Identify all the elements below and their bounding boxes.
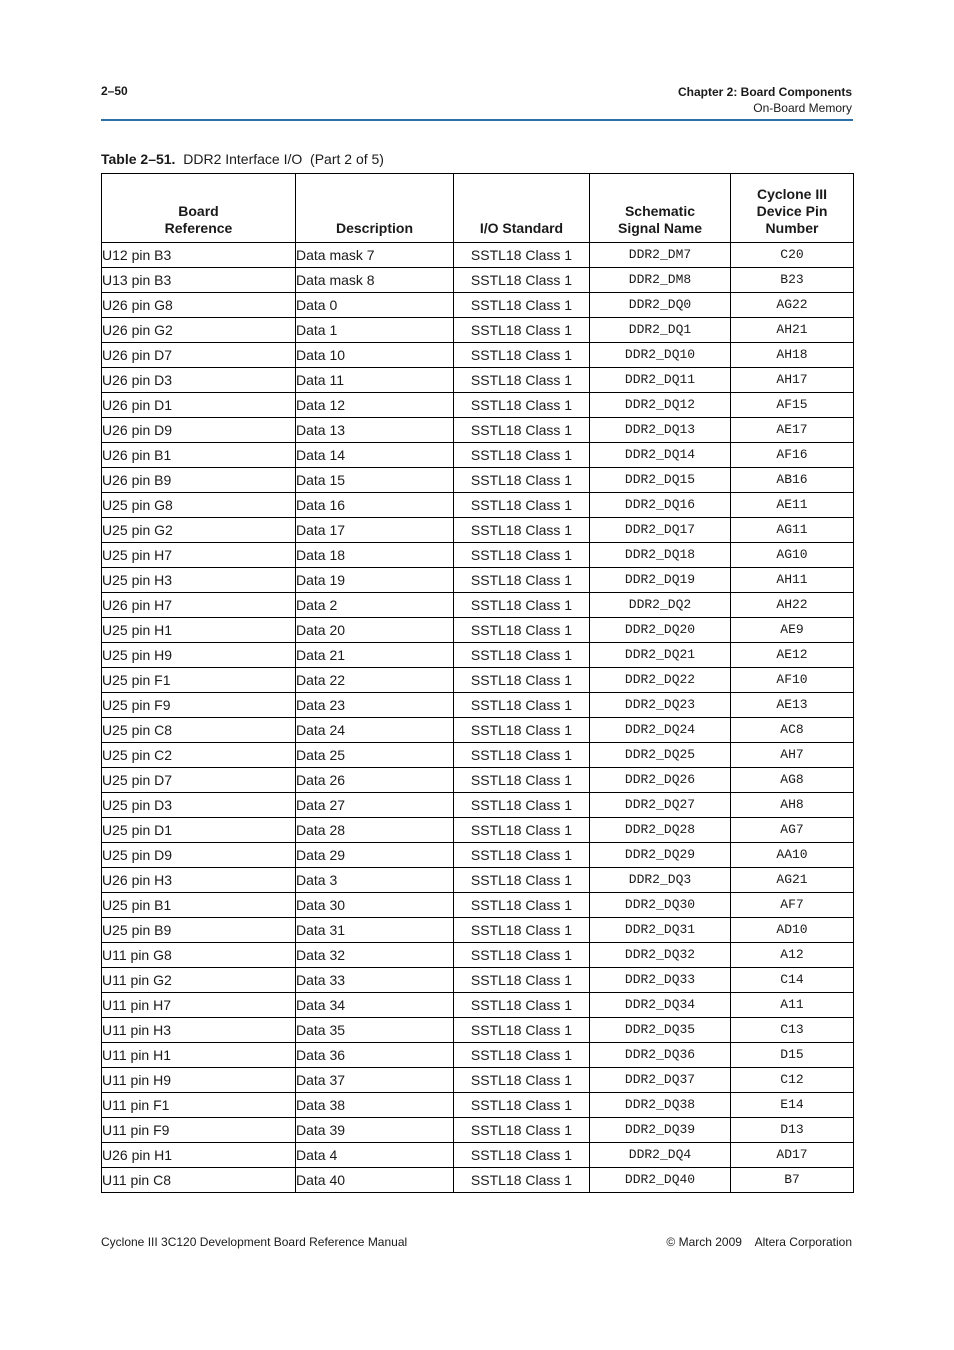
cell-signal-name: DDR2_DQ23 [590,693,731,718]
cell-board-reference: U13 pin B3 [102,268,296,293]
table-row [102,843,854,868]
cell-signal-name: DDR2_DQ33 [590,968,731,993]
cell-board-reference: U25 pin D9 [102,843,296,868]
cell-signal-name: DDR2_DQ38 [590,1093,731,1118]
cell-description: Data 20 [296,618,454,643]
cell-signal-name: DDR2_DQ35 [590,1018,731,1043]
cell-board-reference: U12 pin B3 [102,243,296,268]
cell-signal-name: DDR2_DQ21 [590,643,731,668]
cell-io-standard: SSTL18 Class 1 [454,943,590,968]
cell-device-pin: AG11 [731,518,854,543]
cell-description: Data 1 [296,318,454,343]
cell-io-standard: SSTL18 Class 1 [454,618,590,643]
table-row [102,418,854,443]
cell-description: Data 13 [296,418,454,443]
cell-io-standard: SSTL18 Class 1 [454,343,590,368]
cell-signal-name: DDR2_DQ14 [590,443,731,468]
cell-device-pin: B23 [731,268,854,293]
cell-signal-name: DDR2_DQ19 [590,568,731,593]
cell-signal-name: DDR2_DQ29 [590,843,731,868]
cell-description: Data mask 8 [296,268,454,293]
cell-signal-name: DDR2_DQ15 [590,468,731,493]
cell-device-pin: AH18 [731,343,854,368]
cell-board-reference: U25 pin H9 [102,643,296,668]
cell-board-reference: U25 pin C8 [102,718,296,743]
cell-description: Data 15 [296,468,454,493]
table-row [102,493,854,518]
cell-device-pin: AH11 [731,568,854,593]
cell-description: Data 2 [296,593,454,618]
cell-signal-name: DDR2_DM8 [590,268,731,293]
cell-signal-name: DDR2_DQ28 [590,818,731,843]
cell-io-standard: SSTL18 Class 1 [454,818,590,843]
cell-device-pin: AG21 [731,868,854,893]
cell-description: Data 11 [296,368,454,393]
table-row [102,268,854,293]
table-row [102,643,854,668]
table-row [102,618,854,643]
cell-board-reference: U25 pin D3 [102,793,296,818]
chapter-title: Chapter 2: Board Components [677,85,852,99]
cell-board-reference: U25 pin F1 [102,668,296,693]
cell-io-standard: SSTL18 Class 1 [454,1143,590,1168]
cell-io-standard: SSTL18 Class 1 [454,968,590,993]
cell-io-standard: SSTL18 Class 1 [454,593,590,618]
cell-io-standard: SSTL18 Class 1 [454,443,590,468]
cell-device-pin: AD10 [731,918,854,943]
cell-board-reference: U25 pin C2 [102,743,296,768]
cell-description: Data 39 [296,1118,454,1143]
page-number: 2–50 [101,84,128,98]
table-row [102,918,854,943]
table-row [102,668,854,693]
cell-device-pin: AH21 [731,318,854,343]
table-row [102,793,854,818]
cell-device-pin: AG7 [731,818,854,843]
cell-board-reference: U11 pin H1 [102,1043,296,1068]
table-row [102,368,854,393]
table-caption-title: DDR2 Interface I/O (Part 2 of 5) [183,151,384,167]
cell-io-standard: SSTL18 Class 1 [454,1018,590,1043]
table-row [102,818,854,843]
table-row [102,343,854,368]
cell-board-reference: U26 pin H3 [102,868,296,893]
cell-description: Data 4 [296,1143,454,1168]
cell-device-pin: D15 [731,1043,854,1068]
table-row [102,1018,854,1043]
cell-io-standard: SSTL18 Class 1 [454,1168,590,1193]
cell-device-pin: AC8 [731,718,854,743]
cell-io-standard: SSTL18 Class 1 [454,643,590,668]
cell-io-standard: SSTL18 Class 1 [454,268,590,293]
cell-description: Data 16 [296,493,454,518]
cell-io-standard: SSTL18 Class 1 [454,318,590,343]
cell-device-pin: AG10 [731,543,854,568]
cell-board-reference: U26 pin D1 [102,393,296,418]
cell-board-reference: U26 pin B1 [102,443,296,468]
cell-io-standard: SSTL18 Class 1 [454,693,590,718]
cell-io-standard: SSTL18 Class 1 [454,1068,590,1093]
table-row [102,893,854,918]
cell-device-pin: AD17 [731,1143,854,1168]
cell-board-reference: U25 pin B9 [102,918,296,943]
cell-description: Data 21 [296,643,454,668]
cell-board-reference: U11 pin F1 [102,1093,296,1118]
cell-io-standard: SSTL18 Class 1 [454,1118,590,1143]
cell-device-pin: AH17 [731,368,854,393]
cell-description: Data 40 [296,1168,454,1193]
cell-io-standard: SSTL18 Class 1 [454,543,590,568]
table-row [102,1068,854,1093]
table-caption-label: Table 2–51. [101,151,176,167]
cell-description: Data 36 [296,1043,454,1068]
cell-description: Data 12 [296,393,454,418]
cell-description: Data 25 [296,743,454,768]
cell-device-pin: AG22 [731,293,854,318]
cell-board-reference: U25 pin D7 [102,768,296,793]
cell-io-standard: SSTL18 Class 1 [454,468,590,493]
cell-description: Data 33 [296,968,454,993]
footer-manual-title: Cyclone III 3C120 Development Board Reference Manual [101,1235,408,1249]
cell-board-reference: U25 pin G8 [102,493,296,518]
table-row [102,718,854,743]
table-row [102,993,854,1018]
cell-signal-name: DDR2_DQ26 [590,768,731,793]
cell-io-standard: SSTL18 Class 1 [454,493,590,518]
footer-copyright: © March 2009 Altera Corporation [666,1235,852,1249]
table-row [102,293,854,318]
cell-board-reference: U11 pin F9 [102,1118,296,1143]
cell-description: Data 27 [296,793,454,818]
cell-io-standard: SSTL18 Class 1 [454,1093,590,1118]
cell-signal-name: DDR2_DQ13 [590,418,731,443]
col-header-description: Description [296,174,454,243]
cell-board-reference: U26 pin D7 [102,343,296,368]
cell-io-standard: SSTL18 Class 1 [454,893,590,918]
cell-board-reference: U11 pin G8 [102,943,296,968]
cell-device-pin: AE9 [731,618,854,643]
col-header-device-pin: Cyclone III Device Pin Number [731,174,854,243]
cell-device-pin: A12 [731,943,854,968]
table-row [102,1143,854,1168]
table-row [102,443,854,468]
cell-device-pin: C20 [731,243,854,268]
section-title: On-Board Memory [753,101,852,115]
cell-signal-name: DDR2_DQ27 [590,793,731,818]
cell-io-standard: SSTL18 Class 1 [454,293,590,318]
cell-description: Data 30 [296,893,454,918]
cell-board-reference: U25 pin F9 [102,693,296,718]
cell-description: Data 34 [296,993,454,1018]
cell-device-pin: AF15 [731,393,854,418]
table-row [102,518,854,543]
col-header-board-reference: Board Reference [102,174,296,243]
cell-device-pin: E14 [731,1093,854,1118]
cell-device-pin: AA10 [731,843,854,868]
table-caption [101,151,384,167]
cell-device-pin: AB16 [731,468,854,493]
cell-board-reference: U26 pin D9 [102,418,296,443]
cell-description: Data 38 [296,1093,454,1118]
cell-device-pin: AH7 [731,743,854,768]
cell-board-reference: U26 pin B9 [102,468,296,493]
table-row [102,543,854,568]
cell-board-reference: U25 pin H7 [102,543,296,568]
table-row [102,1093,854,1118]
cell-description: Data 28 [296,818,454,843]
cell-device-pin: AF7 [731,893,854,918]
table-row [102,968,854,993]
cell-device-pin: AE11 [731,493,854,518]
running-header [678,84,852,116]
cell-description: Data 17 [296,518,454,543]
cell-signal-name: DDR2_DQ2 [590,593,731,618]
cell-io-standard: SSTL18 Class 1 [454,718,590,743]
cell-device-pin: AF16 [731,443,854,468]
header-rule [101,119,853,121]
table-row [102,1168,854,1193]
cell-description: Data 29 [296,843,454,868]
cell-signal-name: DDR2_DQ16 [590,493,731,518]
cell-signal-name: DDR2_DQ11 [590,368,731,393]
col-header-signal-name: Schematic Signal Name [590,174,731,243]
cell-device-pin: AE17 [731,418,854,443]
table-row [102,743,854,768]
cell-device-pin: C12 [731,1068,854,1093]
cell-signal-name: DDR2_DQ24 [590,718,731,743]
table-row [102,468,854,493]
cell-board-reference: U25 pin D1 [102,818,296,843]
cell-board-reference: U26 pin H1 [102,1143,296,1168]
cell-board-reference: U11 pin C8 [102,1168,296,1193]
cell-io-standard: SSTL18 Class 1 [454,393,590,418]
table-row [102,693,854,718]
cell-signal-name: DDR2_DQ32 [590,943,731,968]
table-row [102,943,854,968]
cell-board-reference: U26 pin G2 [102,318,296,343]
cell-description: Data 14 [296,443,454,468]
cell-description: Data 31 [296,918,454,943]
cell-signal-name: DDR2_DQ4 [590,1143,731,1168]
cell-io-standard: SSTL18 Class 1 [454,743,590,768]
cell-board-reference: U11 pin G2 [102,968,296,993]
cell-device-pin: AE13 [731,693,854,718]
cell-signal-name: DDR2_DQ3 [590,868,731,893]
ddr2-io-table [101,173,854,1193]
cell-board-reference: U25 pin G2 [102,518,296,543]
cell-board-reference: U11 pin H3 [102,1018,296,1043]
cell-description: Data 19 [296,568,454,593]
cell-description: Data 32 [296,943,454,968]
cell-board-reference: U25 pin H3 [102,568,296,593]
cell-description: Data 35 [296,1018,454,1043]
cell-signal-name: DDR2_DM7 [590,243,731,268]
cell-io-standard: SSTL18 Class 1 [454,868,590,893]
cell-signal-name: DDR2_DQ1 [590,318,731,343]
cell-board-reference: U11 pin H9 [102,1068,296,1093]
cell-board-reference: U26 pin D3 [102,368,296,393]
cell-device-pin: D13 [731,1118,854,1143]
cell-device-pin: C14 [731,968,854,993]
table-row [102,593,854,618]
cell-signal-name: DDR2_DQ31 [590,918,731,943]
table-row [102,568,854,593]
table-row [102,868,854,893]
cell-description: Data 37 [296,1068,454,1093]
cell-signal-name: DDR2_DQ18 [590,543,731,568]
cell-board-reference: U25 pin B1 [102,893,296,918]
cell-io-standard: SSTL18 Class 1 [454,518,590,543]
cell-description: Data 3 [296,868,454,893]
cell-io-standard: SSTL18 Class 1 [454,668,590,693]
cell-signal-name: DDR2_DQ39 [590,1118,731,1143]
cell-signal-name: DDR2_DQ20 [590,618,731,643]
cell-io-standard: SSTL18 Class 1 [454,918,590,943]
cell-board-reference: U26 pin H7 [102,593,296,618]
cell-description: Data 24 [296,718,454,743]
cell-signal-name: DDR2_DQ17 [590,518,731,543]
table-row [102,393,854,418]
cell-board-reference: U25 pin H1 [102,618,296,643]
cell-device-pin: AF10 [731,668,854,693]
cell-io-standard: SSTL18 Class 1 [454,243,590,268]
cell-io-standard: SSTL18 Class 1 [454,793,590,818]
cell-device-pin: AG8 [731,768,854,793]
cell-description: Data 10 [296,343,454,368]
table-row [102,1118,854,1143]
cell-signal-name: DDR2_DQ36 [590,1043,731,1068]
cell-description: Data 18 [296,543,454,568]
cell-signal-name: DDR2_DQ10 [590,343,731,368]
cell-signal-name: DDR2_DQ0 [590,293,731,318]
cell-signal-name: DDR2_DQ30 [590,893,731,918]
cell-description: Data 0 [296,293,454,318]
cell-description: Data 23 [296,693,454,718]
cell-device-pin: A11 [731,993,854,1018]
cell-description: Data 26 [296,768,454,793]
col-header-io-standard: I/O Standard [454,174,590,243]
cell-io-standard: SSTL18 Class 1 [454,843,590,868]
cell-board-reference: U26 pin G8 [102,293,296,318]
table-row [102,243,854,268]
cell-description: Data 22 [296,668,454,693]
cell-device-pin: AH22 [731,593,854,618]
cell-io-standard: SSTL18 Class 1 [454,418,590,443]
table-header-row [102,174,854,243]
cell-signal-name: DDR2_DQ25 [590,743,731,768]
cell-board-reference: U11 pin H7 [102,993,296,1018]
cell-device-pin: AH8 [731,793,854,818]
cell-signal-name: DDR2_DQ34 [590,993,731,1018]
cell-io-standard: SSTL18 Class 1 [454,568,590,593]
cell-signal-name: DDR2_DQ37 [590,1068,731,1093]
cell-signal-name: DDR2_DQ22 [590,668,731,693]
cell-io-standard: SSTL18 Class 1 [454,1043,590,1068]
cell-device-pin: B7 [731,1168,854,1193]
table-row [102,768,854,793]
cell-io-standard: SSTL18 Class 1 [454,993,590,1018]
cell-signal-name: DDR2_DQ40 [590,1168,731,1193]
cell-device-pin: C13 [731,1018,854,1043]
cell-io-standard: SSTL18 Class 1 [454,768,590,793]
table-row [102,318,854,343]
cell-signal-name: DDR2_DQ12 [590,393,731,418]
cell-io-standard: SSTL18 Class 1 [454,368,590,393]
table-row [102,1043,854,1068]
cell-description: Data mask 7 [296,243,454,268]
cell-device-pin: AE12 [731,643,854,668]
